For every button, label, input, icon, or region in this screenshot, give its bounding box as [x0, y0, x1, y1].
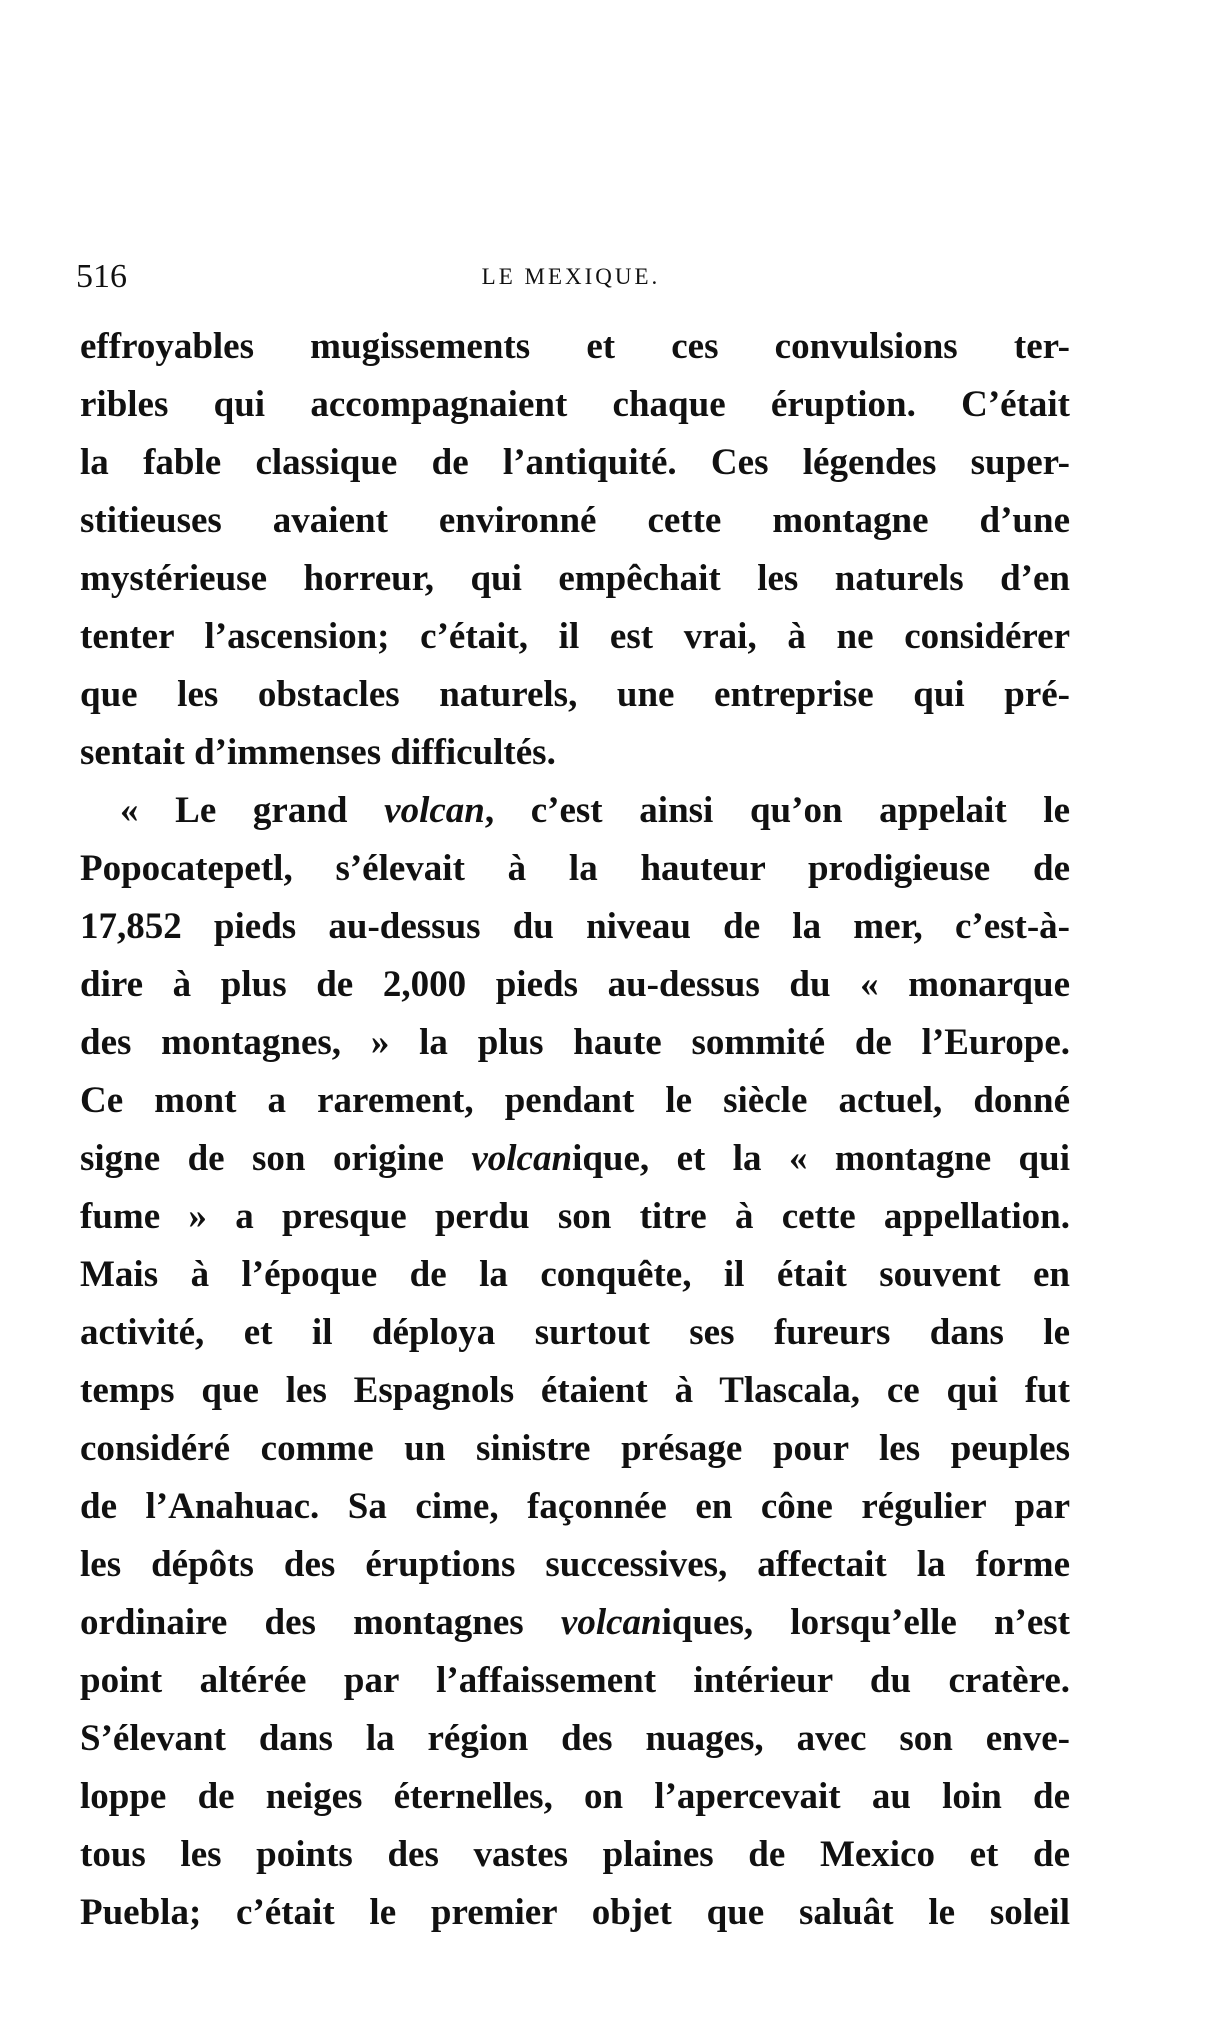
text-line: Ce mont a rarement, pendant le siècle actuel, donné	[80, 1080, 1070, 1121]
text-line: stitieuses avaient environné cette montagne d’une	[80, 500, 1070, 541]
body-text	[80, 318, 1070, 1942]
text-line: la fable classique de l’antiquité. Ces légendes super-	[80, 442, 1070, 483]
text-line: tenter l’ascension; c’était, il est vrai, à ne considérer	[80, 616, 1070, 657]
page-number: 516	[76, 258, 127, 295]
text-line: Popocatepetl, s’élevait à la hauteur prodigieuse de	[80, 848, 1070, 889]
header-title: LE MEXIQUE.	[481, 264, 661, 289]
text-line: fume » a presque perdu son titre à cette appellation.	[80, 1196, 1070, 1237]
text-line: dire à plus de 2,000 pieds au-dessus du « monarque	[80, 964, 1070, 1005]
text-line: signe de son origine volcanique, et la « montagne qui	[80, 1138, 1070, 1179]
text-line: point altérée par l’affaissement intérieur du cratère.	[80, 1660, 1070, 1701]
text-line: Mais à l’époque de la conquête, il était souvent en	[80, 1254, 1070, 1295]
text-line: loppe de neiges éternelles, on l’apercevait au loin de	[80, 1776, 1070, 1817]
text-line: effroyables mugissements et ces convulsions ter-	[80, 326, 1070, 367]
text-line: sentait d’immenses difficultés.	[80, 732, 556, 773]
text-line: 17,852 pieds au-dessus du niveau de la mer, c’est-à-	[80, 906, 1070, 947]
text-line: de l’Anahuac. Sa cime, façonnée en cône régulier par	[80, 1486, 1070, 1527]
text-line: que les obstacles naturels, une entreprise qui pré-	[80, 674, 1070, 715]
text-line: « Le grand volcan, c’est ainsi qu’on appelait le	[120, 790, 1070, 831]
text-line: Puebla; c’était le premier objet que saluât le soleil	[80, 1892, 1070, 1933]
text-line: temps que les Espagnols étaient à Tlascala, ce qui fut	[80, 1370, 1070, 1411]
text-line: les dépôts des éruptions successives, affectait la forme	[80, 1544, 1070, 1585]
text-line: activité, et il déploya surtout ses fureurs dans le	[80, 1312, 1070, 1353]
text-line: ordinaire des montagnes volcaniques, lorsqu’elle n’est	[80, 1602, 1070, 1643]
text-line: considéré comme un sinistre présage pour les peuples	[80, 1428, 1070, 1469]
text-line: ribles qui accompagnaient chaque éruption. C’était	[80, 384, 1070, 425]
text-line: tous les points des vastes plaines de Mexico et de	[80, 1834, 1070, 1875]
text-line: S’élevant dans la région des nuages, avec son enve-	[80, 1718, 1070, 1759]
running-head	[76, 258, 1066, 298]
text-line: mystérieuse horreur, qui empêchait les naturels d’en	[80, 558, 1070, 599]
text-line: des montagnes, » la plus haute sommité de l’Europe.	[80, 1022, 1070, 1063]
